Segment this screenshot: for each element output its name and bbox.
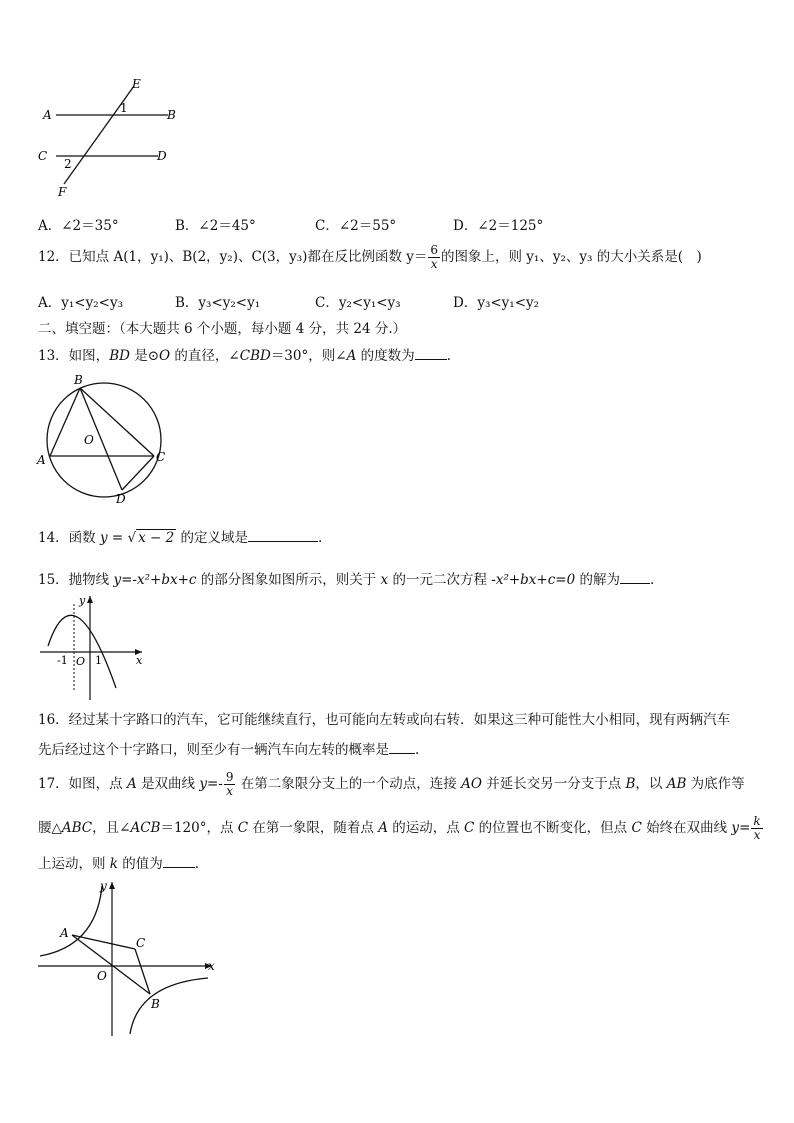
q15-label-x: x [136,654,143,667]
q16-line2: 先后经过这个十字路口，则至少有一辆汽车向左转的概率是 . [38,742,420,758]
q15-figure [38,592,158,704]
q11-label-f: F [58,185,67,199]
q13-answer-blank[interactable] [415,347,447,360]
q11-option-c: C．∠2＝55° [315,218,397,234]
q14-answer-blank[interactable] [248,529,318,542]
q11-label-c: C [38,149,48,163]
q17-line3: 上运动，则 k 的值为 . [38,856,200,872]
q16-answer-blank[interactable] [389,741,415,754]
q17-label-y: y [100,879,107,893]
q17-label-o: O [97,969,107,983]
q12-option-d: D．y₃<y₁<y₂ [453,295,540,311]
q13-figure [34,372,170,508]
q13-label-o: O [84,433,94,447]
q14-stem: 14．函数 y = √ x − 2 的定义域是 . [38,530,323,546]
q15-label-1: 1 [95,654,102,667]
q17-figure [30,876,220,1040]
q17-label-b: B [151,997,160,1011]
q13-label-d: D [116,492,126,506]
q11-label-d: D [157,149,167,163]
q13-stem: 13．如图，BD 是⊙O 的直径，∠CBD＝30°，则∠A 的度数为 . [38,348,451,364]
q17-fraction-9: $\frac{9}{x}$ [225,770,234,798]
q17-line2: 腰△ABC，且∠ACB＝120°，点 C 在第一象限，随着点 A 的运动，点 C 的位置也不断变化，但点 C 始终在双曲线 y= $\frac{k}{x}$ [38,814,761,842]
q15-answer-blank[interactable] [620,571,650,584]
q12-option-b: B．y₃<y₂<y₁ [175,295,261,311]
q11-label-2: 2 [64,157,72,171]
q11-label-a: A [43,108,52,122]
section-2-heading: 二、填空题：（本大题共 6 个小题，每小题 4 分，共 24 分.） [38,321,407,337]
q12-option-c: C．y₂<y₁<y₃ [315,295,401,311]
q16-line1: 16．经过某十字路口的汽车，它可能继续直行，也可能向左转或向右转．如果这三种可能性大小相同，现有两辆汽车 [38,712,731,728]
q11-label-e: E [132,77,141,91]
q13-label-b: B [74,373,83,387]
q11-option-a: A．∠2＝35° [38,218,119,234]
q11-label-1: 1 [120,101,128,115]
q13-label-c: C [156,450,166,464]
q15-label-neg1: -1 [57,654,68,667]
q11-option-b: B．∠2＝45° [175,218,256,234]
q15-label-o: O [76,655,86,668]
q11-options [38,214,543,234]
q13-label-a: A [37,453,46,467]
q11-label-b: B [167,108,176,122]
q12-option-a: A．y₁<y₂<y₃ [38,295,123,311]
q11-option-d: D．∠2＝125° [453,218,544,234]
q12-fraction: $\frac{6}{x}$ [430,243,439,271]
q17-label-a: A [60,926,69,940]
q12-stem: 12．已知点 A(1，y₁)、B(2，y₂)、C(3，y₃)都在反比例函数 y＝ $\frac{6}{x}$ 的图象上，则 y₁、y₂、y₃ 的大小关系是( ) [38,243,702,271]
q17-answer-blank[interactable] [163,855,195,868]
q15-stem: 15．抛物线 y=-x²+bx+c 的部分图象如图所示，则关于 x 的一元二次方程 -x²+bx+c=0 的解为 . [38,572,655,588]
q15-label-y: y [79,594,86,607]
q11-figure [36,72,186,202]
q17-line1: 17．如图，点 A 是双曲线 y=- $\frac{9}{x}$ 在第二象限分支上的一个动点，连接 AO 并延长交另一分支于点 B，以 AB 为底作等 [38,770,745,798]
q17-label-c: C [136,936,146,950]
q17-fraction-k: $\frac{k}{x}$ [753,814,761,842]
q12-options [38,291,539,311]
q14-sqrt: √ x − 2 [127,530,175,546]
q17-label-x: x [208,959,215,973]
